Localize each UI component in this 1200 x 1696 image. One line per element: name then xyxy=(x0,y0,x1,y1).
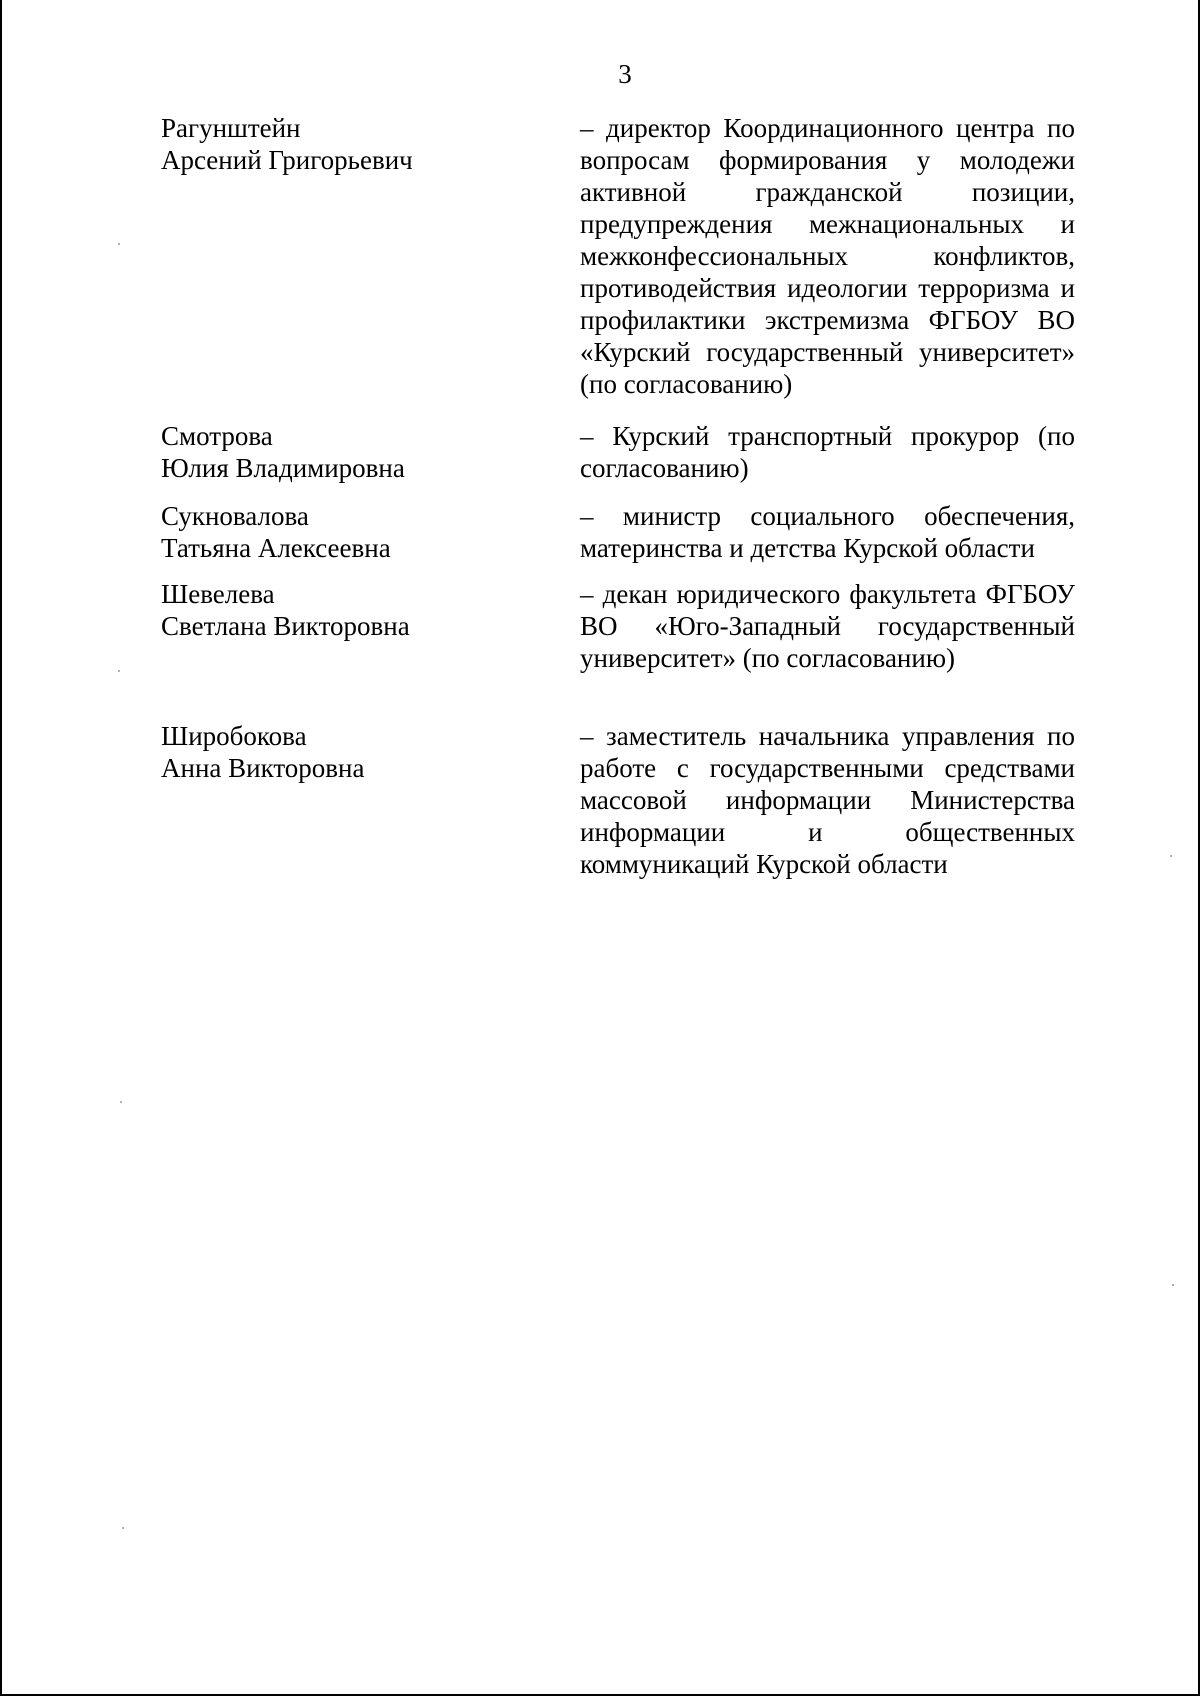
member-role: – министр социального обеспечения, материнства и детства Курской области xyxy=(580,501,1075,563)
scan-speck xyxy=(120,1101,122,1103)
member-role: – заместитель начальника управления по работе с государственными средствами массовой информации Министерства информации и общественных коммуникаций Курской области xyxy=(580,721,1075,879)
member-role: – Курский транспортный прокурор (по согласованию) xyxy=(580,421,1075,483)
member-surname: Смотрова xyxy=(161,421,273,451)
member-given-names: Юлия Владимировна xyxy=(161,453,405,483)
member-name xyxy=(161,578,561,642)
scan-speck xyxy=(118,243,120,245)
page-border-left xyxy=(0,0,2,1696)
scan-speck xyxy=(122,1527,124,1529)
member-surname: Рагунштейн xyxy=(161,113,301,143)
member-given-names: Арсений Григорьевич xyxy=(161,145,413,175)
scan-speck xyxy=(118,670,120,672)
member-role: – декан юридического факультета ФГБОУ ВО «Юго-Западный государственный университет» (по согласованию) xyxy=(580,579,1075,673)
member-role: – директор Координационного центра по вопросам формирования у молодежи активной гражданской позиции, предупреждения межнациональных и межконфессиональных конфликтов, противодействия идеологии терроризма и профилактики экстремизма ФГБОУ ВО «Курский государственный университет» (по согласованию) xyxy=(580,113,1075,399)
member-name xyxy=(161,112,561,176)
scan-speck xyxy=(1172,1284,1174,1286)
page-number: 3 xyxy=(618,59,632,89)
member-surname: Широбокова xyxy=(161,721,307,751)
member-name xyxy=(161,420,561,484)
member-given-names: Татьяна Алексеевна xyxy=(161,533,391,563)
member-given-names: Светлана Викторовна xyxy=(161,611,410,641)
member-name xyxy=(161,500,561,564)
member-name xyxy=(161,720,561,784)
member-surname: Сукновалова xyxy=(161,501,309,531)
member-given-names: Анна Викторовна xyxy=(161,753,365,783)
member-surname: Шевелева xyxy=(161,579,275,609)
scan-speck xyxy=(1170,855,1172,857)
